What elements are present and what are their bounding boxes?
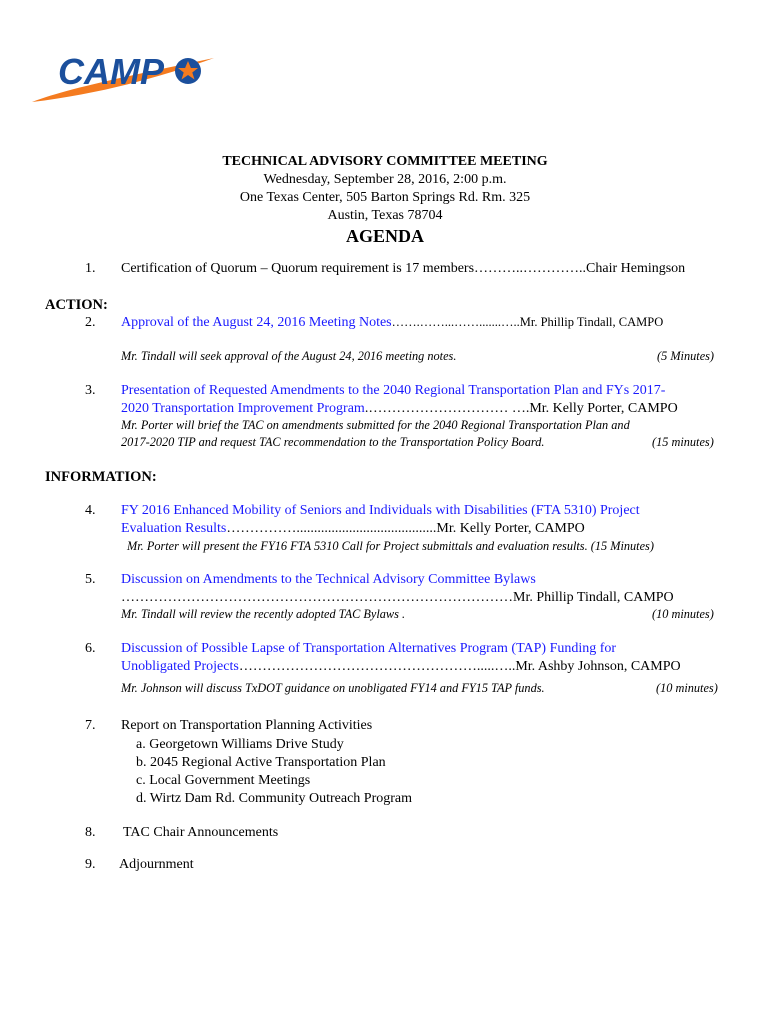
item-note: Mr. Johnson will discuss TxDOT guidance on unobligated FY14 and FY15 TAP funds. bbox=[121, 681, 545, 695]
item-number: 8. bbox=[85, 825, 96, 840]
unobligated-projects-link[interactable]: Unobligated Projects bbox=[121, 659, 239, 674]
item-tap: Unobligated Projects…………………………………………….....…..Mr. Ashby Johnson, CAMPO bbox=[121, 659, 681, 674]
item-adjournment: Adjournment bbox=[119, 857, 194, 872]
planning-subitem: c. Local Government Meetings bbox=[136, 773, 311, 788]
item-quorum: Certification of Quorum – Quorum requirement is 17 members………..…………..Chair Hemingson bbox=[121, 261, 686, 276]
item-number: 2. bbox=[85, 315, 96, 330]
bylaws-link[interactable]: Discussion on Amendments to the Technical Advisory Committee Bylaws bbox=[121, 572, 536, 587]
item-bylaws-presenter: …………………………………………………………………………Mr. Phillip Tindall, CAMPO bbox=[121, 590, 674, 605]
campo-logo bbox=[28, 44, 218, 106]
tap-link[interactable]: Discussion of Possible Lapse of Transportation Alternatives Program (TAP) Funding for bbox=[121, 641, 617, 656]
item-fta5310: Evaluation Results……………........................................Mr. Kelly Porter, CAMPO bbox=[121, 521, 585, 536]
meeting-location: One Texas Center, 505 Barton Springs Rd. Rm. 325 bbox=[239, 190, 531, 205]
evaluation-results-link[interactable]: Evaluation Results bbox=[121, 521, 227, 536]
information-section-label: INFORMATION: bbox=[45, 469, 157, 485]
item-number: 7. bbox=[85, 718, 96, 733]
item-time: (15 minutes) bbox=[652, 435, 714, 449]
item-note: Mr. Porter will brief the TAC on amendments submitted for the 2040 Regional Transportation Plan and bbox=[121, 418, 630, 432]
item-time: (10 minutes) bbox=[656, 681, 718, 695]
tip-link[interactable]: 2020 Transportation Improvement Program bbox=[121, 401, 365, 416]
agenda-heading: AGENDA bbox=[345, 226, 424, 246]
meeting-date: Wednesday, September 28, 2016, 2:00 p.m. bbox=[263, 172, 507, 187]
amendments-link[interactable]: Presentation of Requested Amendments to the 2040 Regional Transportation Plan and FYs 2017- bbox=[121, 383, 666, 398]
planning-subitem: d. Wirtz Dam Rd. Community Outreach Program bbox=[136, 791, 413, 806]
item-note: 2017-2020 TIP and request TAC recommendation to the Transportation Policy Board. bbox=[121, 435, 545, 449]
planning-subitem: a. Georgetown Williams Drive Study bbox=[136, 737, 344, 752]
item-time: (10 minutes) bbox=[652, 607, 714, 621]
meeting-notes-link[interactable]: Approval of the August 24, 2016 Meeting Notes bbox=[121, 315, 392, 330]
item-number: 6. bbox=[85, 641, 96, 656]
item-amendments: 2020 Transportation Improvement Program.………………………… ….Mr. Kelly Porter, CAMPO bbox=[121, 401, 678, 416]
item-planning-report: Report on Transportation Planning Activities bbox=[121, 718, 373, 733]
planning-subitem: b. 2045 Regional Active Transportation Plan bbox=[136, 755, 386, 770]
svg-text:CAMP: CAMP bbox=[58, 51, 164, 92]
item-note: Mr. Tindall will seek approval of the August 24, 2016 meeting notes. bbox=[121, 349, 457, 363]
action-section-label: ACTION: bbox=[45, 297, 108, 313]
item-number: 1. bbox=[85, 261, 96, 276]
item-time: (5 Minutes) bbox=[657, 349, 715, 363]
fta5310-link[interactable]: FY 2016 Enhanced Mobility of Seniors and Individuals with Disabilities (FTA 5310) Project bbox=[121, 503, 640, 518]
item-number: 3. bbox=[85, 383, 96, 398]
item-note: Mr. Porter will present the FY16 FTA 5310 Call for Project submittals and evaluation results. (15 Minutes) bbox=[127, 539, 654, 553]
item-chair-announcements: TAC Chair Announcements bbox=[123, 825, 279, 840]
item-number: 9. bbox=[85, 857, 96, 872]
meeting-city: Austin, Texas 78704 bbox=[327, 208, 443, 223]
item-number: 4. bbox=[85, 503, 96, 518]
item-note: Mr. Tindall will review the recently adopted TAC Bylaws . bbox=[121, 607, 406, 621]
meeting-title: TECHNICAL ADVISORY COMMITTEE MEETING bbox=[222, 154, 548, 169]
item-meeting-notes: Approval of the August 24, 2016 Meeting Notes…….……...…….......…..Mr. Phillip Tindall, CAMPO bbox=[121, 315, 664, 330]
item-number: 5. bbox=[85, 572, 96, 587]
